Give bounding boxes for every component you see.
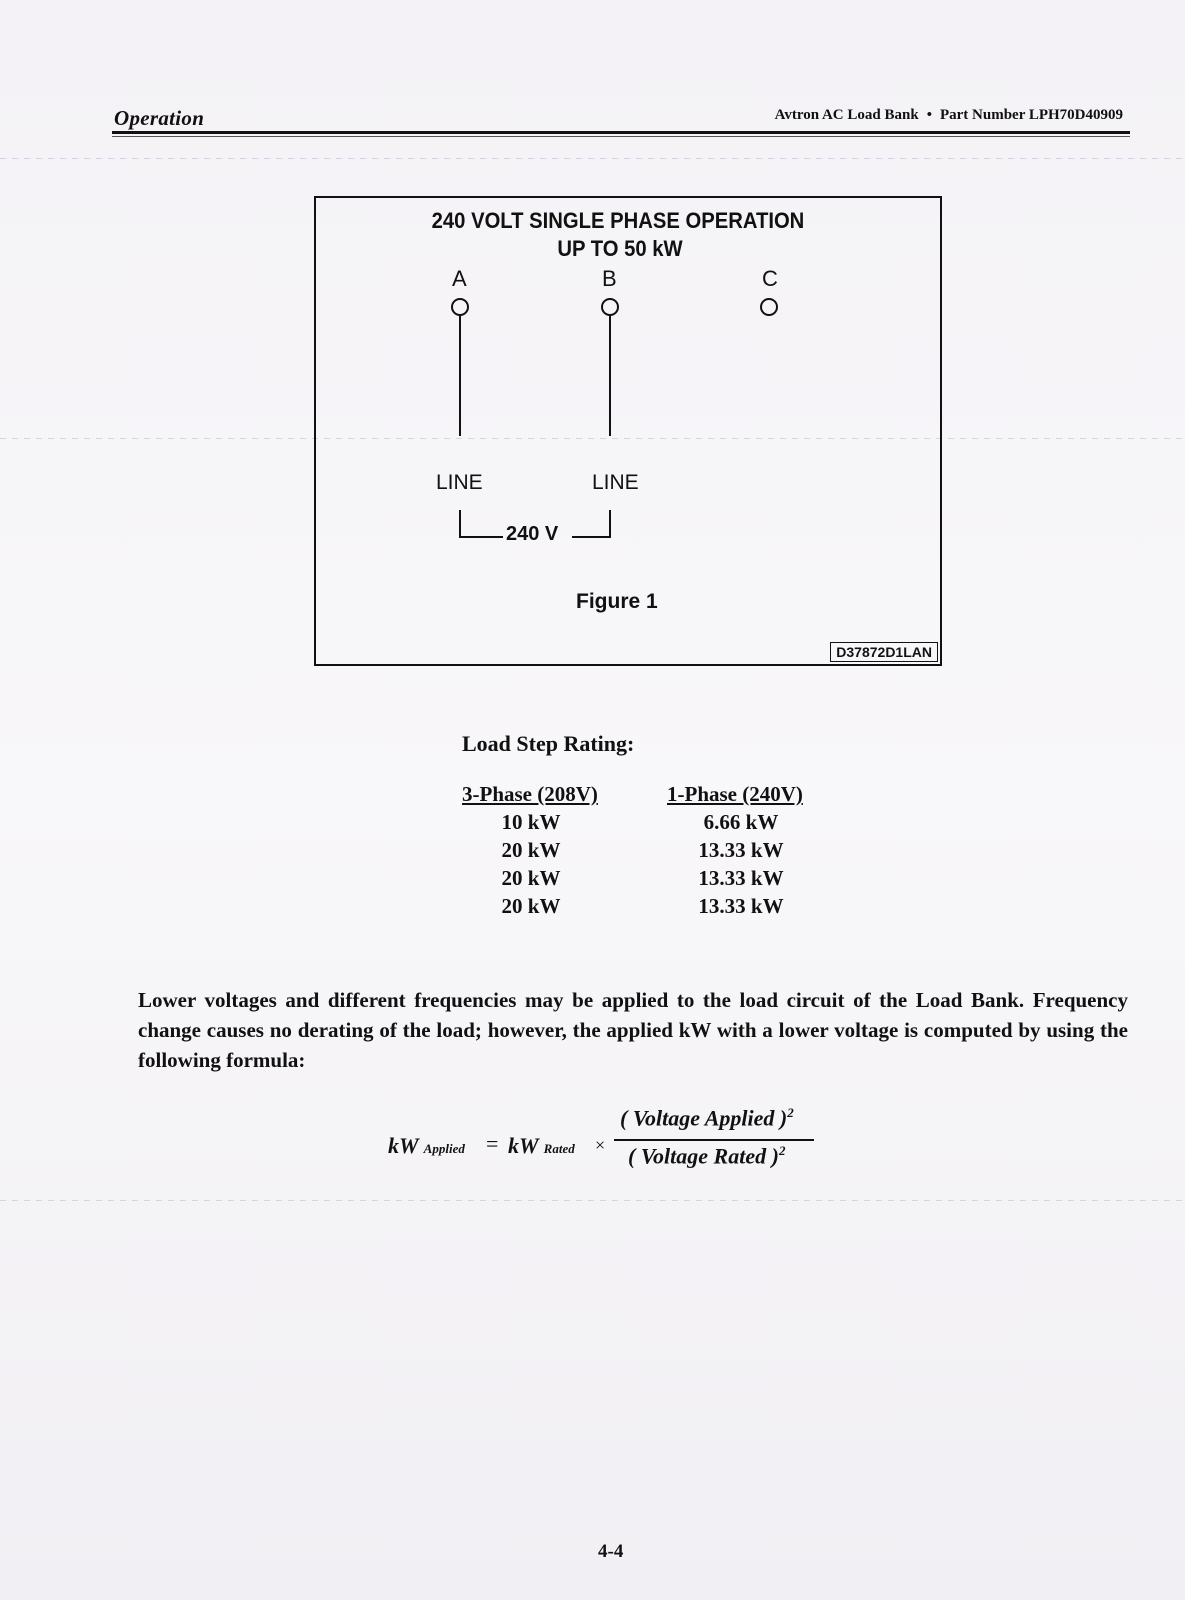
- bleed-through-mark: [0, 1200, 1185, 1201]
- terminal-a-icon: [451, 298, 469, 316]
- header-rule: [112, 131, 1130, 134]
- voltage-formula: [388, 1105, 828, 1195]
- voltage-bracket-left: [459, 510, 461, 538]
- wiring-figure: [314, 196, 942, 666]
- voltage-label: 240 V: [506, 523, 559, 545]
- part-number: Part Number LPH70D40909: [939, 107, 1123, 123]
- terminal-label-b: B: [602, 266, 617, 291]
- voltage-bracket-right: [609, 510, 611, 538]
- header-rule-thin: [112, 136, 1130, 137]
- terminal-label-c: C: [762, 266, 778, 291]
- bullet-separator: •: [926, 107, 932, 123]
- rating-3-phase-2: 20 kW: [501, 838, 561, 862]
- body-paragraph: Lower voltages and different frequencies may be applied to the load circuit of the Load Bank. Frequency change causes no derating of the load; however, the applied kW with a lower voltage is computed by using the following formula:: [138, 988, 1128, 1072]
- formula-lhs: kW Applied: [388, 1133, 465, 1158]
- section-title: Operation: [114, 106, 205, 130]
- line-label-a: LINE: [436, 471, 483, 494]
- rating-3-phase-1: 10 kW: [501, 810, 561, 834]
- rating-3-phase-3: 20 kW: [501, 866, 561, 890]
- terminal-c-icon: [760, 298, 778, 316]
- rating-1-phase-2: 13.33 kW: [698, 838, 784, 862]
- rating-3-phase-4: 20 kW: [501, 894, 561, 918]
- voltage-bracket-right-h: [572, 536, 610, 538]
- drawing-number: D37872D1LAN: [830, 642, 938, 662]
- formula-equals: =: [486, 1131, 499, 1156]
- figure-subtitle: UP TO 50 kW: [557, 236, 683, 261]
- formula-fraction-bar: [614, 1139, 814, 1141]
- terminal-b-icon: [601, 298, 619, 316]
- formula-times: ×: [595, 1135, 606, 1155]
- column-header-1-phase: 1-Phase (240V): [667, 782, 803, 806]
- formula-rated: kW Rated: [508, 1133, 575, 1158]
- rating-1-phase-3: 13.33 kW: [698, 866, 784, 890]
- figure-title: 240 VOLT SINGLE PHASE OPERATION: [431, 208, 805, 233]
- rating-1-phase-4: 13.33 kW: [698, 894, 784, 918]
- running-header: [775, 107, 1123, 124]
- terminal-label-a: A: [452, 266, 467, 291]
- column-header-3-phase: 3-Phase (208V): [462, 782, 598, 806]
- figure-caption: Figure 1: [576, 590, 658, 613]
- page-number: 4-4: [598, 1541, 624, 1562]
- formula-numerator: ( Voltage Applied )$^2$: [620, 1105, 794, 1131]
- wire-b: [609, 316, 611, 436]
- bleed-through-mark: [0, 158, 1185, 159]
- product-name: Avtron AC Load Bank: [774, 107, 919, 123]
- rating-1-phase-1: 6.66 kW: [703, 810, 779, 834]
- formula-denominator: ( Voltage Rated )$^2$: [628, 1143, 786, 1169]
- load-step-rating-heading: Load Step Rating:: [462, 731, 635, 756]
- line-label-b: LINE: [592, 471, 639, 494]
- voltage-bracket-left-h: [459, 536, 503, 538]
- wire-a: [459, 316, 461, 436]
